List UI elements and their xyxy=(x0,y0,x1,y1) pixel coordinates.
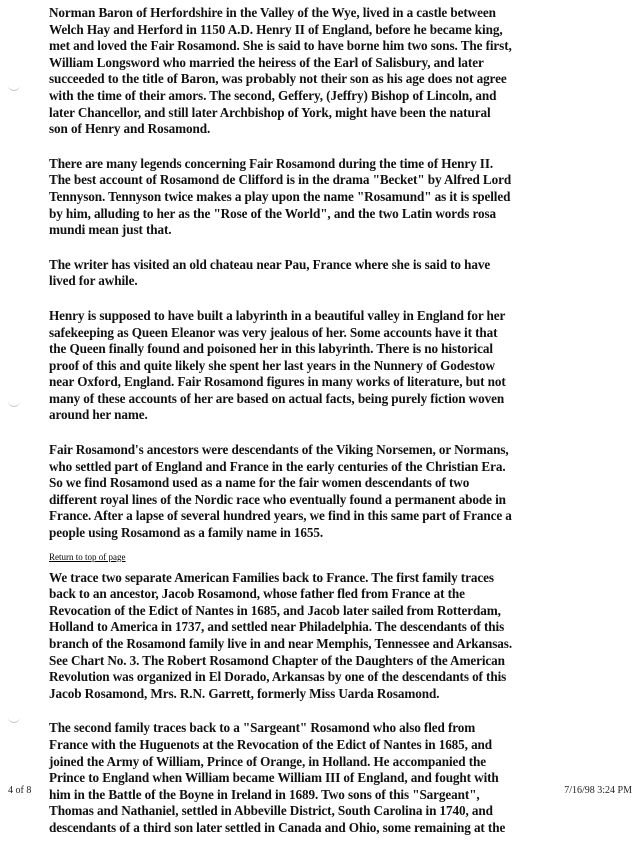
paragraph-line: met and loved the Fair Rosamond. She is said to have borne him two sons. The first, xyxy=(49,38,512,54)
punch-hole-mark-bottom xyxy=(8,714,20,723)
paragraph xyxy=(49,257,629,290)
paragraph-line: with the time of their amors. The second, Geffery, (Jeffry) Bishop of Lincoln, and xyxy=(49,87,497,103)
paragraph-line: many of these accounts of her are based on actual facts, being purely fiction woven xyxy=(49,390,505,406)
paragraph-line: We trace two separate American Families back to France. The first family traces xyxy=(49,569,494,585)
paragraph-line: by him, alluding to her as the "Rose of the World", and the two Latin words rosa xyxy=(49,205,497,221)
paragraph-line: Revocation of the Edict of Nantes in 1685, and Jacob later sailed from Rotterdam, xyxy=(49,602,501,618)
paragraph-line: proof of this and quite likely she spent her last years in the Nunnery of Godestow xyxy=(49,357,495,373)
paragraph-line: mundi mean just that. xyxy=(49,222,172,238)
paragraph-line: Henry is supposed to have built a labyrinth in a beautiful valley in England for her xyxy=(49,307,506,323)
paragraph xyxy=(49,720,629,836)
paragraph-line: There are many legends concerning Fair Rosamond during the time of Henry II. xyxy=(49,155,494,171)
paragraph xyxy=(49,5,629,138)
paragraph-line: Norman Baron of Herfordshire in the Valley of the Wye, lived in a castle between xyxy=(49,5,496,20)
paragraph-line: Prince to England when William became William III of England, and fought with xyxy=(49,770,499,786)
paragraph-line: him in the Battle of the Boyne in Ireland in 1689. Two sons of this "Sargeant", xyxy=(49,786,480,802)
document-body xyxy=(49,5,629,855)
paragraph-line: later Chancellor, and still later Archbishop of York, might have been the natural xyxy=(49,104,491,120)
punch-hole-mark-top xyxy=(8,82,20,91)
paragraph-line: So we find Rosamond used as a name for the fair women descendants of two xyxy=(49,475,470,491)
paragraph-line: Jacob Rosamond, Mrs. R.N. Garrett, formerly Miss Uarda Rosamond. xyxy=(49,685,440,701)
paragraphs-after-link xyxy=(49,570,629,837)
paragraph-line: branch of the Rosamond family live in and near Memphis, Tennessee and Arkansas. xyxy=(49,636,513,651)
paragraph-line: Revolution was organized in El Dorado, Arkansas by one of the descendants of this xyxy=(49,669,507,685)
paragraph-line: different royal lines of the Nordic race who eventually found a permanent abode in xyxy=(49,491,506,507)
paragraph xyxy=(49,308,629,424)
paragraph-line: France with the Huguenots at the Revocation of the Edict of Nantes in 1685, and xyxy=(49,736,493,752)
paragraph-line: the Queen finally found and poisoned her in this labyrinth. There is no historical xyxy=(49,341,493,357)
paragraph xyxy=(49,156,629,239)
paragraph-line: The best account of Rosamond de Clifford is in the drama "Becket" by Alfred Lord xyxy=(49,172,512,188)
paragraph-line: joined the Army of William, Prince of Orange, in Holland. He accompanied the xyxy=(49,753,486,769)
paragraph-line: The writer has visited an old chateau near Pau, France where she is said to have xyxy=(49,256,491,272)
paragraph-line: succeeded to the title of Baron, was probably not their son as his age does not agree xyxy=(49,71,507,87)
paragraph-line: William Longsword who married the heiress of the Earl of Salisbury, and later xyxy=(49,54,484,70)
paragraph-line: Welch Hay and Herford in 1150 A.D. Henry II of England, before he became king, xyxy=(49,21,503,37)
page-number: 4 of 8 xyxy=(8,785,32,796)
paragraph-line: people using Rosamond as a family name in 1655. xyxy=(49,525,324,541)
paragraph-line: safekeeping as Queen Eleanor was very jealous of her. Some accounts have it that xyxy=(49,324,498,340)
paragraph-line: descendants of a third son later settled in Canada and Ohio, some remaining at the xyxy=(49,819,506,835)
print-datetime: 7/16/98 3:24 PM xyxy=(564,785,632,796)
paragraph-line: Thomas and Nathaniel, settled in Abbeville District, South Carolina in 1740, and xyxy=(49,803,493,819)
paragraph-line: lived for awhile. xyxy=(49,273,138,289)
paragraph xyxy=(49,442,629,542)
paragraph-line: around her name. xyxy=(49,407,148,423)
paragraph-line: back to an ancestor, Jacob Rosamond, whose father fled from France at the xyxy=(49,586,465,602)
paragraph xyxy=(49,570,629,703)
paragraphs-before-link xyxy=(49,5,629,542)
paragraph-line: The second family traces back to a "Sargeant" Rosamond who also fled from xyxy=(49,720,476,736)
paragraph-line: Holland to America in 1737, and settled near Philadelphia. The descendants of this xyxy=(49,619,505,635)
punch-hole-mark-middle xyxy=(8,398,20,407)
paragraph-line: See Chart No. 3. The Robert Rosamond Chapter of the Daughters of the American xyxy=(49,652,505,668)
paragraph-line: who settled part of England and France in the early centuries of the Christian Era. xyxy=(49,458,506,474)
paragraph-line: near Oxford, England. Fair Rosamond figures in many works of literature, but not xyxy=(49,374,506,390)
paragraph-line: Fair Rosamond's ancestors were descendants of the Viking Norsemen, or Normans, xyxy=(49,442,509,458)
paragraph-line: son of Henry and Rosamond. xyxy=(49,121,211,137)
paragraph-line: France. After a lapse of several hundred years, we find in this same part of France a xyxy=(49,508,512,524)
paragraph-line: Tennyson. Tennyson twice makes a play upon the name "Rosamund" as it is spelled xyxy=(49,188,511,204)
return-to-top-link[interactable]: Return to top of page xyxy=(49,551,126,562)
